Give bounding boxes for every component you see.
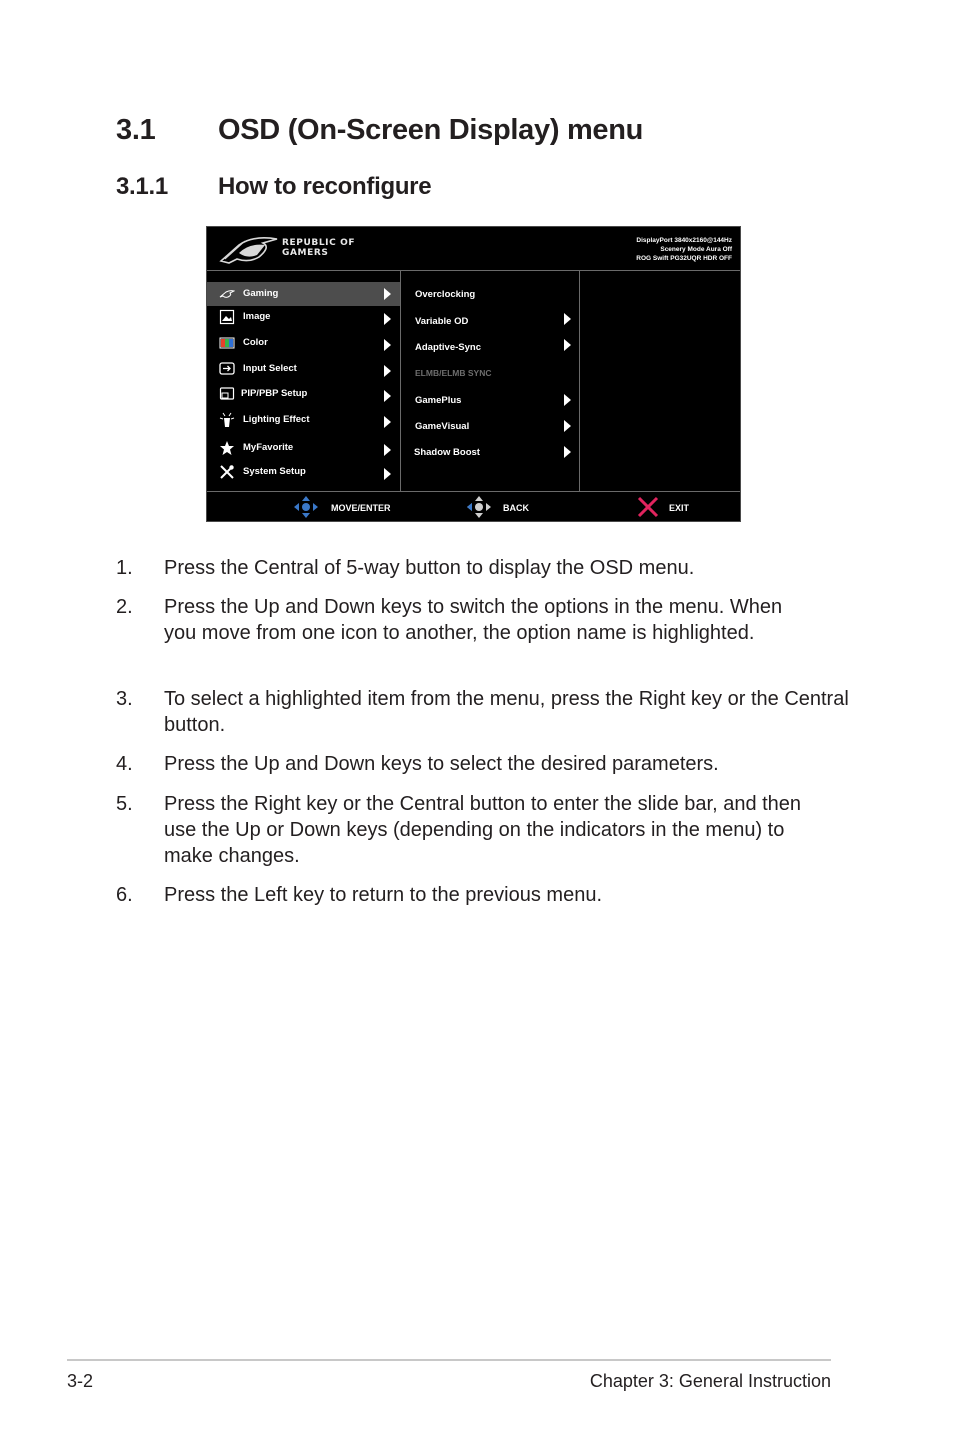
menu-item-system-setup[interactable] — [207, 460, 400, 484]
chevron-right-icon — [564, 339, 571, 351]
submenu-item-label: GameVisual — [415, 421, 470, 432]
submenu-item-label: Shadow Boost — [414, 447, 480, 458]
back-nav-icon — [466, 495, 492, 519]
submenu-item-overclocking[interactable] — [401, 284, 579, 306]
section-number: 3.1 — [116, 114, 156, 146]
menu-item-pip-pbp-setup[interactable] — [207, 382, 400, 406]
menu-item-myfavorite[interactable] — [207, 436, 400, 460]
submenu-item-shadow-boost[interactable] — [401, 442, 579, 464]
status-line-1: DisplayPort 3840x2160@144Hz — [636, 237, 732, 244]
brand-line-1: REPUBLIC OF — [282, 238, 356, 248]
menu-item-label: Gaming — [243, 288, 279, 299]
osd-header — [207, 227, 740, 271]
rog-brand — [282, 238, 355, 258]
step-text: Press the Central of 5-way button to display the OSD menu. — [164, 557, 695, 579]
submenu-item-label: Adaptive-Sync — [415, 342, 481, 353]
menu-item-color[interactable] — [207, 331, 400, 355]
menu-item-image[interactable] — [207, 305, 400, 329]
tools-icon — [219, 464, 235, 480]
menu-item-label: MyFavorite — [243, 442, 294, 453]
back-label: BACK — [503, 503, 529, 513]
submenu-item-label: Overclocking — [415, 289, 476, 300]
menu-item-label: PIP/PBP Setup — [241, 388, 308, 399]
submenu-item-label: GamePlus — [415, 395, 462, 406]
step-number: 2. — [116, 596, 133, 618]
step-number: 1. — [116, 557, 133, 579]
chevron-right-icon — [384, 444, 391, 456]
step-number: 3. — [116, 688, 133, 710]
menu-item-input-select[interactable] — [207, 357, 400, 381]
menu-item-label: Input Select — [243, 363, 297, 374]
osd-status — [636, 236, 732, 263]
status-line-2: Scenery Mode Aura Off — [660, 246, 732, 253]
exit-icon — [637, 496, 659, 518]
pip-icon — [219, 386, 235, 402]
image-icon — [219, 309, 235, 325]
chevron-right-icon — [564, 446, 571, 458]
submenu-item-adaptive-sync[interactable] — [401, 337, 579, 359]
step-number: 4. — [116, 753, 133, 775]
color-icon — [219, 335, 235, 351]
menu-item-gaming[interactable] — [207, 282, 400, 306]
osd-screenshot — [206, 226, 741, 522]
submenu-item-label: ELMB/ELMB SYNC — [415, 368, 492, 378]
menu-item-label: Image — [243, 311, 271, 322]
step-text: To select a highlighted item from the menu, press the Right key or the Central button. — [164, 688, 849, 736]
menu-item-lighting-effect[interactable] — [207, 408, 400, 432]
section-title: OSD (On-Screen Display) menu — [218, 114, 644, 146]
footer-divider — [67, 1359, 831, 1361]
chevron-right-icon — [564, 313, 571, 325]
step-text: Press the Up and Down keys to switch the options in the menu. When you move from one icon to another, the option name is highlighted. — [164, 596, 783, 644]
chevron-right-icon — [384, 468, 391, 480]
step-text: Press the Up and Down keys to select the desired parameters. — [164, 753, 719, 775]
submenu-item-label: Variable OD — [415, 316, 469, 327]
submenu-item-gamevisual[interactable] — [401, 416, 579, 438]
submenu-item-variable-od[interactable] — [401, 311, 579, 333]
brand-line-2: GAMERS — [282, 248, 329, 258]
chevron-right-icon — [384, 313, 391, 325]
step-number: 5. — [116, 793, 133, 815]
chapter-title: Chapter 3: General Instruction — [589, 1371, 831, 1391]
subsection-number: 3.1.1 — [116, 173, 168, 200]
step-number: 6. — [116, 884, 133, 906]
page-number: 3-2 — [67, 1371, 94, 1391]
star-icon — [219, 440, 235, 456]
step-text: Press the Right key or the Central button to enter the slide bar, and then use the Up or Down keys (depending on the indicators in the menu) to make changes. — [164, 793, 802, 867]
submenu-item-gameplus[interactable] — [401, 390, 579, 412]
chevron-right-icon — [384, 339, 391, 351]
chevron-right-icon — [384, 390, 391, 402]
subsection-title: How to reconfigure — [218, 173, 432, 200]
move-enter-label: MOVE/ENTER — [331, 503, 391, 513]
menu-item-label: Color — [243, 337, 268, 348]
menu-item-label: System Setup — [243, 466, 306, 477]
osd-footer — [207, 491, 740, 522]
chevron-right-icon — [564, 420, 571, 432]
chevron-right-icon — [384, 416, 391, 428]
chevron-right-icon — [384, 288, 391, 300]
input-icon — [219, 361, 235, 377]
osd-main-menu — [207, 271, 401, 491]
exit-label: EXIT — [669, 503, 690, 513]
status-line-3: ROG Swift PG32UQR HDR OFF — [636, 255, 732, 262]
lighting-icon — [219, 412, 235, 428]
controller-icon — [219, 286, 235, 302]
osd-sub-menu — [401, 271, 580, 491]
menu-item-label: Lighting Effect — [243, 414, 310, 425]
submenu-item-elmb-sync — [401, 363, 579, 385]
five-way-nav-icon — [293, 495, 319, 519]
chevron-right-icon — [384, 365, 391, 377]
rog-eye-icon — [219, 233, 281, 265]
step-text: Press the Left key to return to the previous menu. — [164, 884, 603, 906]
chevron-right-icon — [564, 394, 571, 406]
